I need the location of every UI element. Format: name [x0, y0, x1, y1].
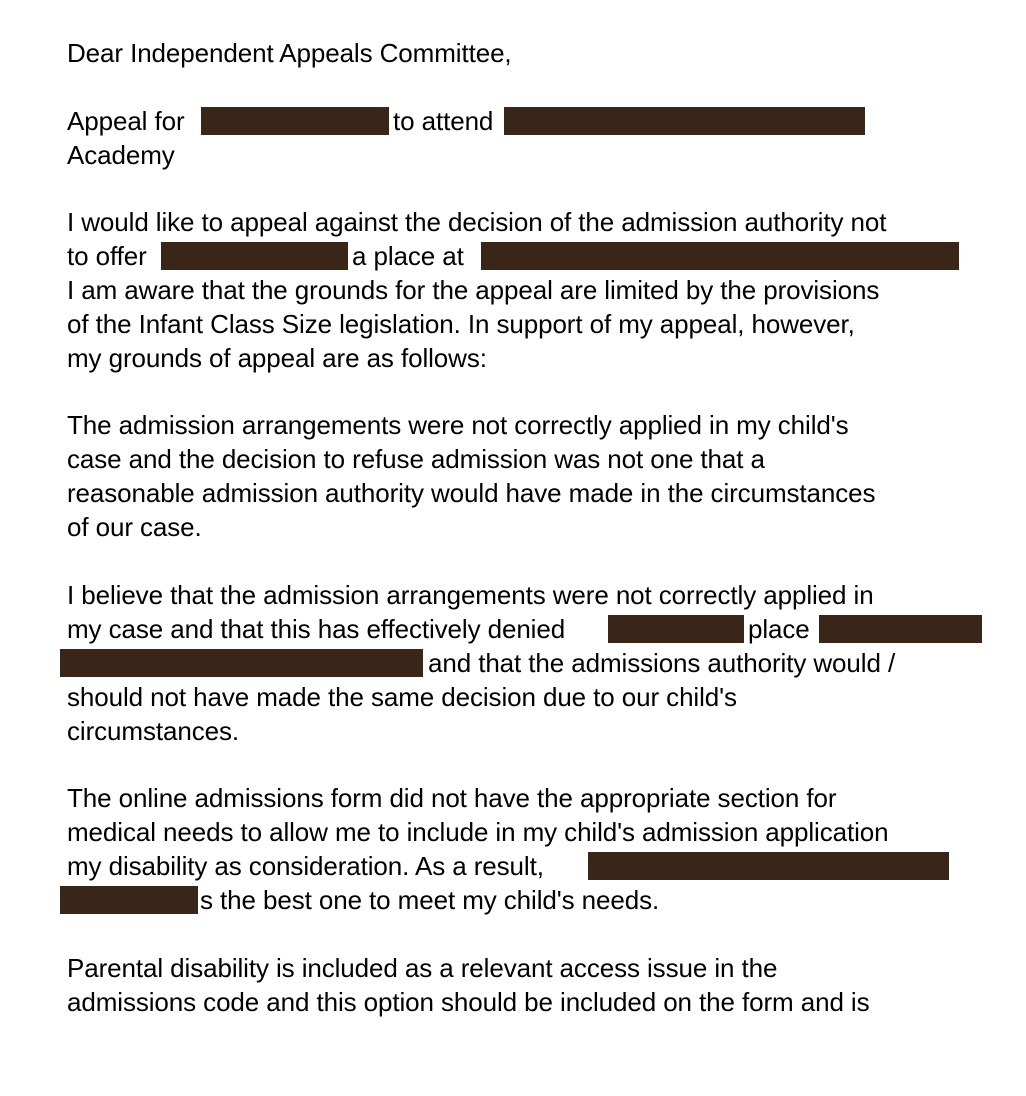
- paragraph-3-line-5: circumstances.: [67, 716, 239, 746]
- paragraph-2-line-1: The admission arrangements were not correctly applied in my child's: [67, 410, 849, 440]
- paragraph-3-line-1: I believe that the admission arrangements were not correctly applied in: [67, 580, 874, 610]
- redaction-school-name-3b: [60, 649, 423, 677]
- paragraph-4-line-1: The online admissions form did not have the appropriate section for: [67, 783, 837, 813]
- salutation: Dear Independent Appeals Committee,: [67, 38, 512, 68]
- paragraph-1-line-2b: a place at: [352, 241, 464, 271]
- paragraph-3-line-2b: place: [748, 614, 810, 644]
- paragraph-2-line-3: reasonable admission authority would have made in the circumstances: [67, 478, 876, 508]
- redaction-child-name-3: [608, 615, 744, 643]
- paragraph-4-line-3: my disability as consideration. As a result,: [67, 851, 544, 881]
- redaction-school-name: [504, 107, 865, 135]
- paragraph-4-line-2: medical needs to allow me to include in my child's admission application: [67, 817, 889, 847]
- redaction-child-name-2: [161, 242, 348, 270]
- paragraph-1-line-1: I would like to appeal against the decision of the admission authority not: [67, 207, 887, 237]
- paragraph-4-line-4: s the best one to meet my child's needs.: [200, 885, 660, 915]
- paragraph-3-line-2a: my case and that this has effectively denied: [67, 614, 566, 644]
- paragraph-1-line-3: I am aware that the grounds for the appeal are limited by the provisions: [67, 275, 880, 305]
- appeal-for-label: Appeal for: [67, 106, 185, 136]
- paragraph-2-line-4: of our case.: [67, 512, 202, 542]
- paragraph-3-line-3: and that the admissions authority would /: [428, 648, 896, 678]
- to-attend-label: to attend: [393, 106, 494, 136]
- paragraph-1-line-2a: to offer: [67, 241, 147, 271]
- paragraph-1-line-5: my grounds of appeal are as follows:: [67, 343, 487, 373]
- paragraph-2-line-2: case and the decision to refuse admission was not one that a: [67, 444, 765, 474]
- paragraph-5-line-1: Parental disability is included as a relevant access issue in the: [67, 953, 778, 983]
- redaction-child-name: [201, 107, 389, 135]
- paragraph-5-line-2: admissions code and this option should be included on the form and is: [67, 987, 870, 1017]
- redaction-result-text-b: [60, 886, 198, 914]
- redaction-result-text-a: [588, 852, 949, 880]
- redaction-school-name-2: [481, 242, 959, 270]
- paragraph-3-line-4: should not have made the same decision due to our child's: [67, 682, 737, 712]
- academy-label: Academy: [67, 140, 175, 170]
- redaction-school-name-3a: [819, 615, 982, 643]
- paragraph-1-line-4: of the Infant Class Size legislation. In support of my appeal, however,: [67, 309, 855, 339]
